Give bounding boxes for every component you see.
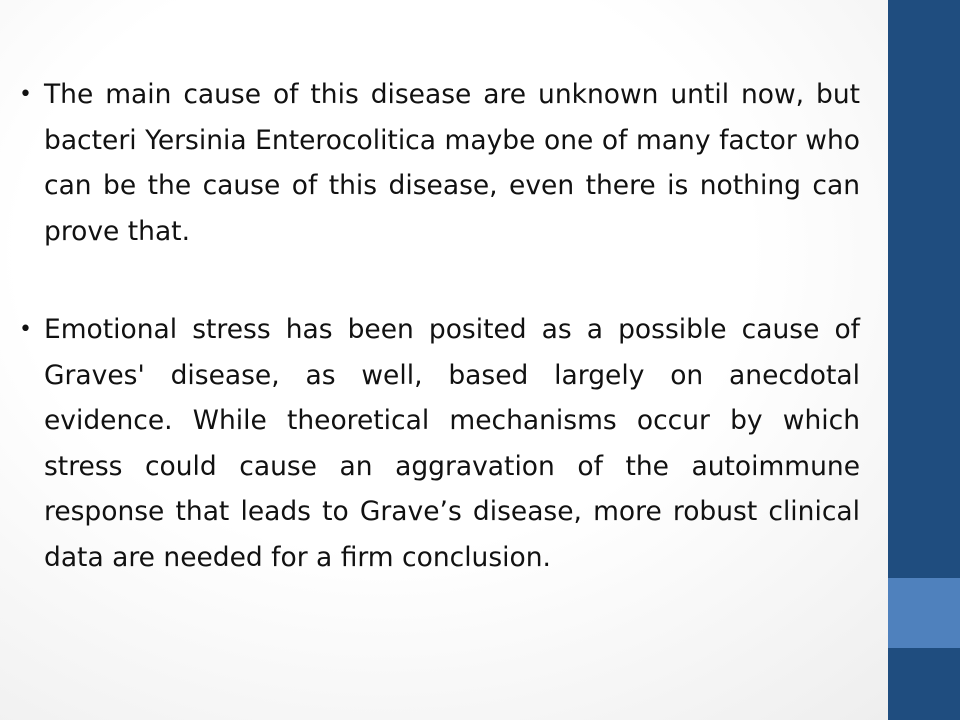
bullet-text: The main cause of this disease are unknown until now, but bacteri Yersinia Enterocolitica maybe one of many factor who can be the cause of this disease, even there is nothing can prove that. [44, 79, 860, 247]
bullet-item [0, 72, 860, 254]
bullet-text: Emotional stress has been posited as a possible cause of Graves' disease, as well, based largely on anecdotal evidence. While theoretical mechanisms occur by which stress could cause an aggravation of the autoimmune response that leads to Grave’s disease, more robust clinical data are needed for a firm conclusion. [44, 314, 860, 573]
bullet-icon: • [19, 317, 32, 342]
bullet-icon: • [19, 82, 32, 107]
bullet-item [0, 307, 860, 580]
decorative-sidebar-accent [888, 578, 960, 648]
slide-content [0, 72, 860, 580]
